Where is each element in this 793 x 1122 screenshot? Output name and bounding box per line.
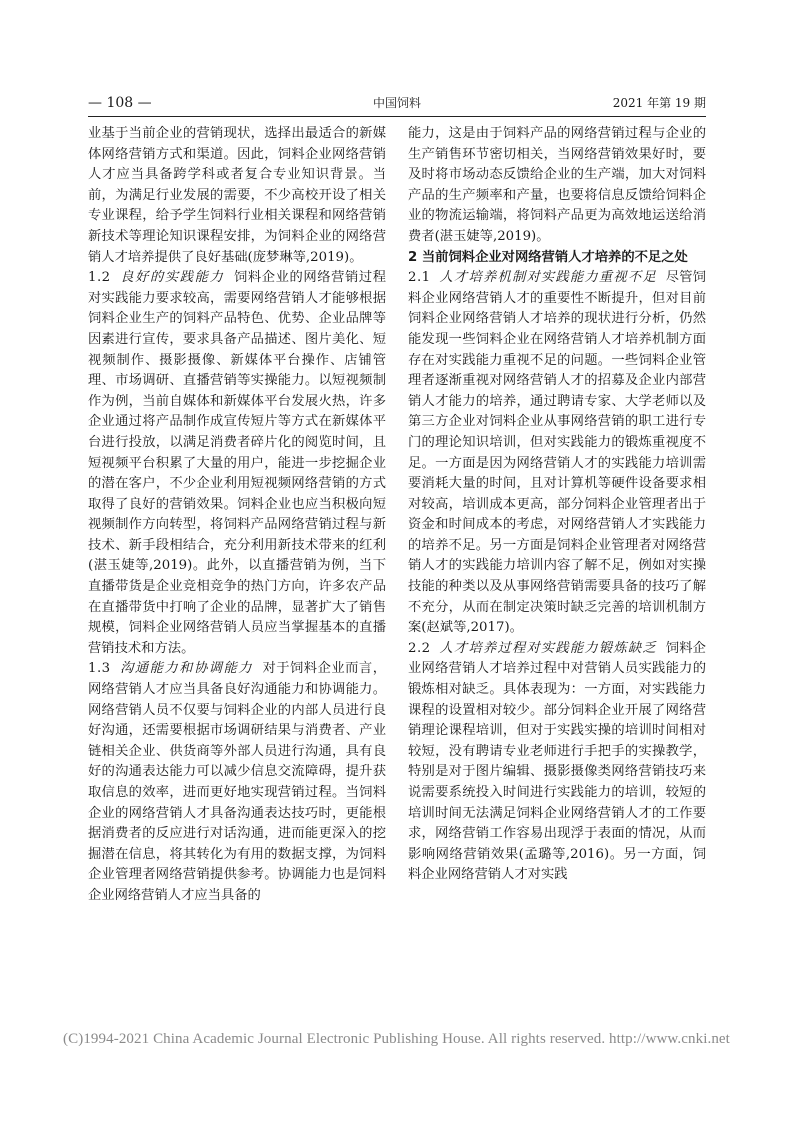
subsection-body-2-2: 饲料企业网络营销人才培养过程中对营销人员实践能力的锻炼相对缺乏。具体表现为：一方面，对实践能力课程的设置相对较少。部分饲料企业开展了网络营销理论课程培训，但对于实践实操的培训时间相对较短，没有聘请专业老师进行手把手的实操教学，特别是对于图片编辑、摄影摄像类网络营销技巧来说需要系统投入时间进行实践能力的培训，较短的培训时间无法满足饲料企业网络营销人才的工作要求，网络营销工作容易出现浮于表面的情况，从而影响网络营销效果(孟璐等,2016)。另一方面，饲料企业网络营销人才对实践 [408,640,706,883]
subsection-heading-2-2: 2.2 人才培养过程对实践能力锻炼缺乏 [408,640,657,656]
subsection-body-1-2: 饲料企业的网络营销过程对实践能力要求较高，需要网络营销人才能够根据饲料企业生产的饲料产品特色、优势、企业品牌等因素进行宣传，要求具备产品描述、图片美化、短视频制作、摄影摄像、新媒体平台操作、店铺管理、市场调研、直播营销等实操能力。以短视频制作为例，当前自媒体和新媒体平台发展火热，许多企业通过将产品制作成宣传短片等方式在新媒体平台进行投放，以满足消费者碎片化的阅览时间，且短视频平台积累了大量的用户，能进一步挖掘企业的潜在客户，不少企业利用短视频网络营销的方式取得了良好的营销效果。饲料企业也应当积极向短视频制作方向转型，将饲料产品网络营销过程与新技术、新手段相结合，充分利用新技术带来的红利(湛玉婕等,2019)。此外，以直播营销为例，当下直播带货是企业竞相竞争的热门方向，许多农产品在直播带货中打响了企业的品牌，显著扩大了销售规模，饲料企业网络营销人员应当掌握基本的直播营销技术和方法。 [88,270,386,656]
left-column [88,124,386,907]
running-header [88,92,706,114]
copyright-footer: (C)1994-2021 China Academic Journal Electronic Publishing House. All rights reserved. http://www.cnki.net [63,1031,730,1047]
continuation-paragraph: 能力，这是由于饲料产品的网络营销过程与企业的生产销售环节密切相关，当网络营销效果好时，要及时将市场动态反馈给企业的生产端，加大对饲料产品的生产频率和产量，也要将信息反馈给饲料企业的物流运输端，将饲料产品更为高效地运送给消费者(湛玉婕等,2019)。 [408,126,706,244]
subsection-body-1-3: 对于饲料企业而言，网络营销人才应当具备良好沟通能力和协调能力。网络营销人员不仅要与饲料企业的内部人员进行良好沟通，还需要根据市场调研结果与消费者、产业链相关企业、供货商等外部人员进行沟通，具有良好的沟通表达能力可以减少信息交流障碍，提升获取信息的效率，进而更好地实现营销过程。当饲料企业的网络营销人才具备沟通表达技巧时，更能根据消费者的反应进行对话沟通，进而能更深入的挖掘潜在信息，将其转化为有用的数据支撑，为饲料企业管理者网络营销提供参考。协调能力也是饲料企业网络营销人才应当具备的 [88,661,386,903]
section-2-2 [408,639,706,886]
right-column [408,124,706,886]
subsection-body-2-1: 尽管饲料企业网络营销人才的重要性不断提升，但对目前饲料企业网络营销人才培养的现状进行分析，仍然能发现一些饲料企业在网络营销人才培养机制方面存在对实践能力重视不足的问题。一些饲料企业管理者逐渐重视对网络营销人才的招募及企业内部营销人才能力的培养，通过聘请专家、大学老师以及第三方企业对饲料企业从事网络营销的职工进行专门的理论知识培训，但对实践能力的锻炼重视度不足。一方面是因为网络营销人才的实践能力培训需要消耗大量的时间，且对计算机等硬件设备要求相对较高，培训成本更高，部分饲料企业管理者出于资金和时间成本的考虑，对网络营销人才实践能力的培养不足。另一方面是饲料企业管理者对网络营销人才的实践能力培训内容了解不足，例如对实操技能的种类以及从事网络营销需要具备的技巧了解不充分，从而在制定决策时缺乏完善的培训机制方案(赵斌等,2017)。 [408,270,706,636]
journal-name: 中国饲料 [372,96,421,110]
subsection-heading-1-3: 1.3 沟通能力和协调能力 [88,661,254,677]
section-heading-2: 2 当前饲料企业对网络营销人才培养的不足之处 [408,249,688,265]
page-number: — 108 — [88,95,152,111]
subsection-heading-2-1: 2.1 人才培养机制对实践能力重视不足 [408,270,657,286]
subsection-heading-1-2: 1.2 良好的实践能力 [88,270,225,286]
intro-paragraph: 业基于当前企业的营销现状，选择出最适合的新媒体网络营销方式和渠道。因此，饲料企业网络营销人才应当具备跨学科或者复合专业知识背景。当前，为满足行业发展的需要，不少高校开设了相关专业课程，给予学生饲料行业相关课程和网络营销新技术等理论知识课程安排，为饲料企业的网络营销人才培养提供了良好基础(庞梦琳等,2019)。 [88,126,386,265]
section-1-3 [88,659,386,906]
section-1-2 [88,268,386,659]
section-2-1 [408,268,706,639]
header-rule [88,116,706,117]
issue-label: 2021 年第 19 期 [612,96,706,110]
